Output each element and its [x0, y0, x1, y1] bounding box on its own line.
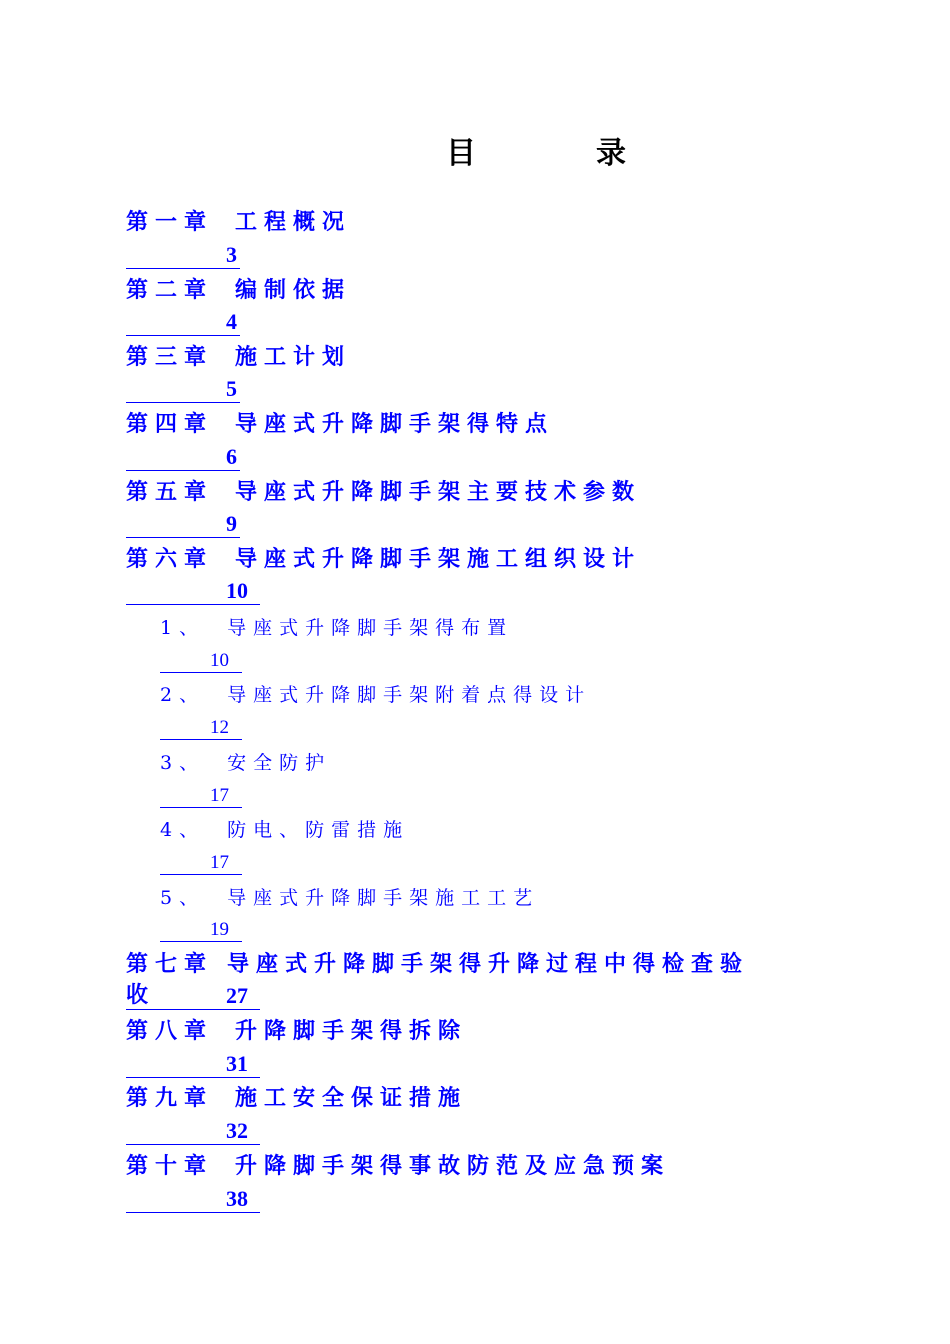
toc-entry-page: 27 [226, 983, 248, 1008]
toc-entry-label: 第九章 [126, 1085, 214, 1111]
toc-entry-page: 10 [226, 578, 248, 603]
toc-heading-char-2: 录 [596, 136, 626, 171]
toc-entry-page: 17 [210, 785, 229, 806]
toc-entry-page: 19 [210, 919, 229, 940]
toc-entry-page: 32 [226, 1118, 248, 1143]
toc-entry-title: 升降脚手架得事故防范及应急预案 [235, 1153, 671, 1179]
toc-entry-title: 施工安全保证措施 [235, 1085, 468, 1111]
toc-entry-title: 工程概况 [235, 209, 352, 235]
toc-entry-title-cont: 收 [126, 982, 149, 1008]
toc-entry-page: 17 [210, 852, 229, 873]
toc-entry-label: 5、 [160, 887, 206, 909]
toc-entry-label: 第十章 [126, 1153, 214, 1179]
toc-entry-label: 第六章 [126, 546, 214, 572]
toc-entry-title: 导座式升降脚手架得特点 [235, 411, 555, 437]
toc-entry-page: 6 [226, 444, 237, 469]
toc-entry-label: 2、 [160, 684, 206, 706]
toc-heading-char-1: 目 [446, 136, 476, 171]
toc-entry-page: 31 [226, 1051, 248, 1076]
toc-entry-title: 防电、防雷措施 [227, 819, 410, 841]
toc-entry-label: 第八章 [126, 1018, 214, 1044]
toc-entry-title: 编制依据 [235, 277, 352, 303]
toc-entry-label: 第一章 [126, 209, 214, 235]
toc-entry-label: 4、 [160, 819, 206, 841]
toc-entry-title: 导座式升降脚手架附着点得设计 [227, 684, 592, 706]
toc-entry-label: 3、 [160, 752, 206, 774]
toc-entry-title: 导座式升降脚手架施工组织设计 [235, 546, 642, 572]
toc-entry-label: 第五章 [126, 479, 214, 505]
toc-entry-title: 导座式升降脚手架主要技术参数 [235, 479, 642, 505]
toc-entry-label: 第二章 [126, 277, 214, 303]
toc-entry-label: 第七章 [126, 951, 214, 977]
toc-entry-page: 10 [210, 650, 229, 671]
toc-entry-title: 升降脚手架得拆除 [235, 1018, 468, 1044]
toc-entry-page: 4 [226, 309, 237, 334]
toc-entry-title: 导座式升降脚手架施工工艺 [227, 887, 540, 909]
toc-entry-label: 第四章 [126, 411, 214, 437]
toc-entry-page: 3 [226, 242, 237, 267]
toc-entry-page: 5 [226, 376, 237, 401]
toc-entry-page: 38 [226, 1186, 248, 1211]
toc-entry-label: 1、 [160, 617, 206, 639]
toc-entry-page: 12 [210, 717, 229, 738]
toc-entry-label: 第三章 [126, 344, 214, 370]
toc-entry-page: 9 [226, 511, 237, 536]
toc-entry-title: 施工计划 [235, 344, 352, 370]
toc-entry-title: 安全防护 [227, 752, 332, 774]
toc-entry-title: 导座式升降脚手架得布置 [227, 617, 514, 639]
toc-entry-title: 导座式升降脚手架得升降过程中得检查验 [227, 951, 750, 977]
